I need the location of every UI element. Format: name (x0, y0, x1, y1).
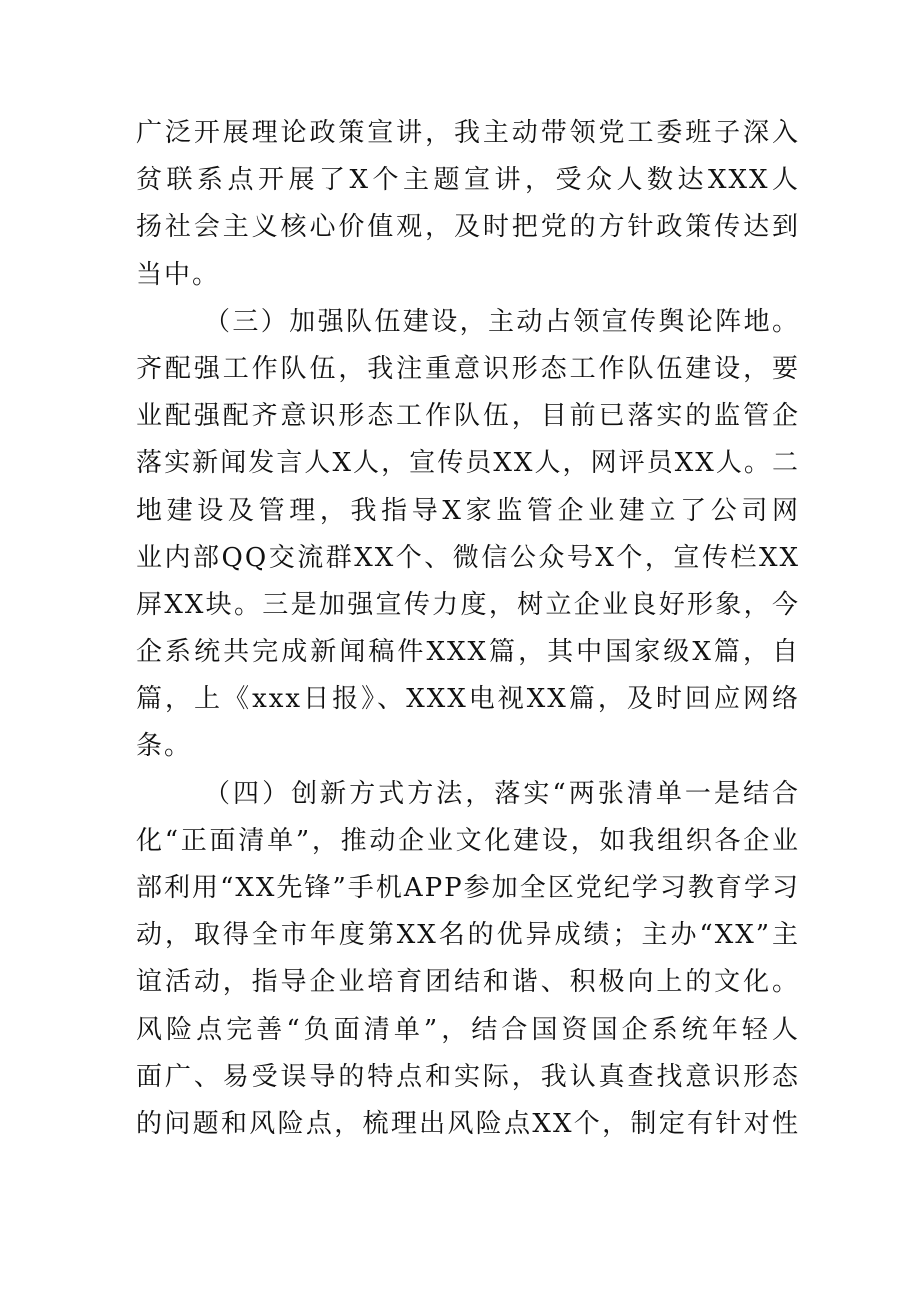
text-line: 广泛开展理论政策宣讲，我主动带领党工委班子深入 (136, 118, 800, 148)
text-line: 面广、易受误导的特点和实际，我认真查找意识形态 (136, 1061, 800, 1092)
text-line: 条。 (136, 731, 193, 762)
text-line: 篇，上《xxx日报》、XXX电视XX篇，及时回应网络 (136, 684, 800, 715)
text-line: 落实新闻发言人X人，宣传员XX人，网评员XX人。二 (136, 448, 800, 479)
text-line: 的问题和风险点，梳理出风险点XX个，制定有针对性 (136, 1108, 800, 1139)
text-line: 企系统共完成新闻稿件XXX篇，其中国家级X篇，自 (136, 637, 800, 668)
text-line: 地建设及管理，我指导X家监管企业建立了公司网 (136, 495, 800, 526)
text-line: 风险点完善“负面清单”，结合国资国企系统年轻人 (136, 1014, 800, 1045)
text-line (136, 535, 800, 582)
text-line: 当中。 (136, 259, 221, 290)
body-text (136, 110, 800, 1148)
text-line: 动，取得全市年度第XX名的优异成绩；主办“XX”主 (136, 920, 800, 951)
text-line: 屏XX块。三是加强宣传力度，树立企业良好形象，今 (136, 589, 800, 620)
text-line: 部利用“XX先锋”手机APP参加全区党纪学习教育学习 (136, 873, 800, 903)
text-line: 贫联系点开展了X个主题宣讲，受众人数达XXX人 (136, 165, 800, 196)
text-line: 业配强配齐意识形态工作队伍，目前已落实的监管企 (136, 401, 800, 432)
text-line: （四）创新方式方法，落实“两张清单一是结合 (204, 778, 800, 809)
text-segment: 业内部QQ交流群XX个、微信公众号X个，宣传栏XX (136, 542, 800, 573)
text-line: 扬社会主义核心价值观，及时把党的方针政策传达到 (136, 212, 800, 243)
text-line: 化“正面清单”，推动企业文化建设，如我组织各企业 (136, 825, 800, 856)
text-line: 谊活动，指导企业培育团结和谐、积极向上的文化。 (136, 967, 800, 998)
text-line: （三）加强队伍建设，主动占领宣传舆论阵地。 (204, 306, 800, 337)
text-line: 齐配强工作队伍，我注重意识形态工作队伍建设，要 (136, 353, 800, 384)
